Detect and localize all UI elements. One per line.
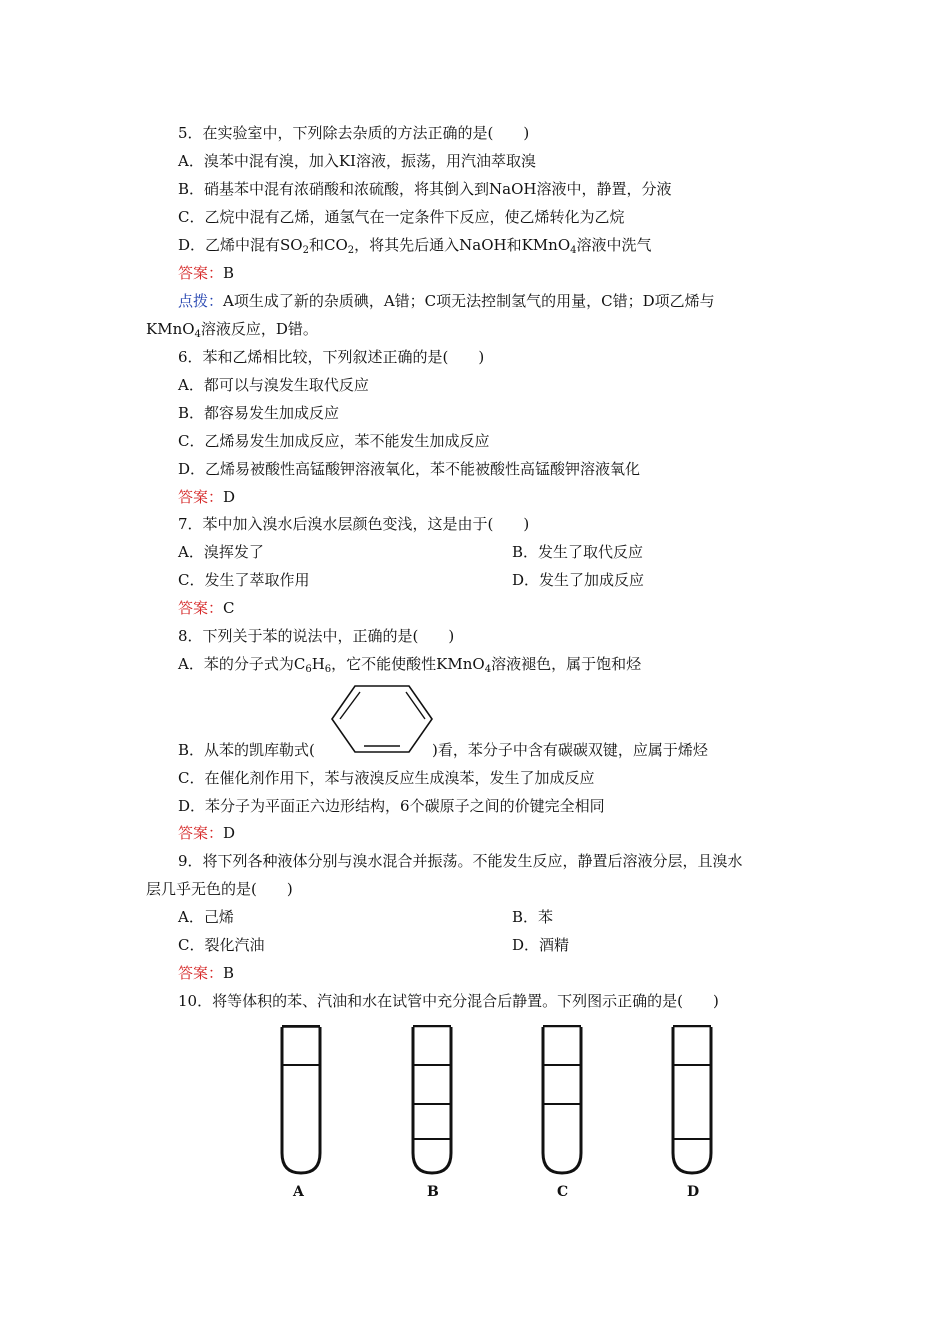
q8-option-d: D．苯分子为平面正六边形结构，6个碳原子之间的价键完全相同 (178, 797, 605, 815)
q9-option-c: C．裂化汽油 (178, 936, 265, 954)
tube-label-b: B (427, 1184, 439, 1200)
q8-option-a: A．苯的分子式为$C_6H_6$，它不能使酸性KMnO$_4$溶液褪色，属于饱和烃 (178, 655, 642, 675)
q9-option-d: D．酒精 (512, 936, 570, 954)
q8-option-b-prefix: B．从苯的凯库勒式( (178, 741, 315, 759)
q5-tip-line2: KMnO$_4$溶液反应，D错。 (146, 320, 318, 340)
q5-tip-line1: 点拨：A项生成了新的杂质碘，A错；C项无法控制氢气的用量，C错；D项乙烯与 (178, 292, 715, 310)
q7-option-d: D．发生了加成反应 (512, 571, 645, 589)
q6-option-c: C．乙烯易发生加成反应，苯不能发生加成反应 (178, 432, 490, 450)
q10-stem: 10．将等体积的苯、汽油和水在试管中充分混合后静置。下列图示正确的是( ) (178, 992, 719, 1010)
answer-label: 答案： (178, 599, 224, 617)
answer-label: 答案： (178, 824, 224, 842)
q9-answer: 答案：B (178, 964, 235, 982)
q5-stem: 5．在实验室中，下列除去杂质的方法正确的是( ) (178, 124, 530, 142)
q8-option-c: C．在催化剂作用下，苯与液溴反应生成溴苯，发生了加成反应 (178, 769, 595, 787)
q8-answer: 答案：D (178, 824, 236, 842)
q6-answer: 答案：D (178, 488, 236, 506)
q6-option-d: D．乙烯易被酸性高锰酸钾溶液氧化，苯不能被酸性高锰酸钾溶液氧化 (178, 460, 641, 478)
q7-option-a: A．溴挥发了 (178, 543, 264, 561)
q5-option-b: B．硝基苯中混有浓硝酸和浓硫酸，将其倒入到NaOH溶液中，静置，分液 (178, 180, 672, 198)
q5-answer: 答案：B (178, 264, 235, 282)
q8-option-b-suffix: )看，苯分子中含有碳碳双键，应属于烯烃 (432, 741, 708, 759)
q5-option-d: D．乙烯中混有$SO_2$和$CO_2$，将其先后通入NaOH和KMnO$_4$溶液中洗气 (178, 236, 652, 256)
q9-option-a: A．己烯 (178, 908, 234, 926)
tube-label-c: C (557, 1184, 569, 1200)
tube-label-d: D (687, 1184, 700, 1200)
test-tube-c (539, 1025, 585, 1177)
benzene-kekule-structure (328, 682, 436, 756)
answer-label: 答案： (178, 264, 224, 282)
tube-label-a: A (293, 1184, 304, 1200)
q6-stem: 6．苯和乙烯相比较，下列叙述正确的是( ) (178, 348, 485, 366)
q7-stem: 7．苯中加入溴水后溴水层颜色变浅，这是由于( ) (178, 515, 530, 533)
test-tube-d (669, 1025, 715, 1177)
q5-option-c: C．乙烷中混有乙烯，通氢气在一定条件下反应，使乙烯转化为乙烷 (178, 208, 625, 226)
test-tube-b (409, 1025, 455, 1177)
q7-answer: 答案：C (178, 599, 235, 617)
q5-option-a: A．溴苯中混有溴，加入KI溶液，振荡，用汽油萃取溴 (178, 152, 536, 170)
q6-option-a: A．都可以与溴发生取代反应 (178, 376, 369, 394)
tip-label: 点拨： (178, 292, 224, 310)
q6-option-b: B．都容易发生加成反应 (178, 404, 340, 422)
q9-stem-line2: 层几乎无色的是( ) (146, 880, 293, 898)
answer-label: 答案： (178, 964, 224, 982)
test-tube-a (278, 1025, 324, 1177)
q9-option-b: B．苯 (512, 908, 554, 926)
answer-label: 答案： (178, 488, 224, 506)
q7-option-c: C．发生了萃取作用 (178, 571, 310, 589)
q9-stem-line1: 9．将下列各种液体分别与溴水混合并振荡。不能发生反应，静置后溶液分层，且溴水 (178, 852, 743, 870)
q8-stem: 8．下列关于苯的说法中，正确的是( ) (178, 627, 455, 645)
q7-option-b: B．发生了取代反应 (512, 543, 644, 561)
